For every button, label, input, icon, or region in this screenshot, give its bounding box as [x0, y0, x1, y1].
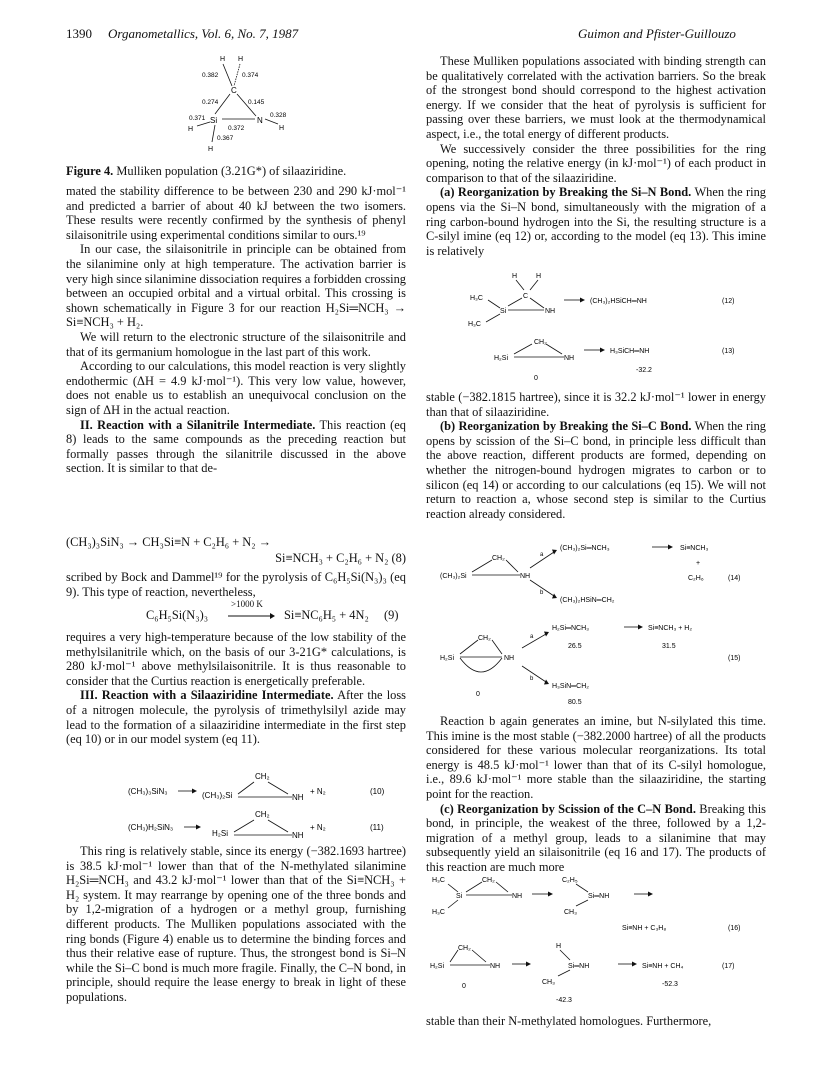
svg-text:NH: NH — [292, 793, 304, 802]
svg-text:N: N — [257, 116, 263, 125]
svg-text:80.5: 80.5 — [568, 699, 582, 706]
svg-text:H₂Si: H₂Si — [430, 963, 444, 970]
svg-text:NH: NH — [504, 655, 515, 662]
svg-text:NH: NH — [512, 893, 523, 900]
section-3: III. Reaction with a Silaaziridine Intermediate. After the loss of a nitrogen molecule, the pyrolysis of trimethylsilyl azide may lead to the formation of a silaaziridine intermediate in the first step (eq 10) or in our model system (eq 11). — [66, 688, 407, 747]
pop-value-3: 0.274 — [202, 99, 219, 106]
paragraph: Reaction b again generates an imine, but N-silylated this time. This imine is the most stable (−382.2000 hartree) of all the products considered for these various molecular reorganizations. Its total energy is 48.5 kJ·mol⁻¹ lower than that of its C-silyl homologue, i.e., 89.6 kJ·mol⁻¹ more stable than the silaaziridine, the starting point for the reaction. — [426, 714, 766, 801]
svg-text:31.5: 31.5 — [662, 643, 676, 650]
svg-text:Si: Si — [500, 308, 507, 315]
paragraph: requires a very high-temperature because of the low stability of the methylsilanitrile which, on the basis of our 3-21G* calculations, is 280 kJ·mol⁻¹ above methylsilaisonitrile. It is thus reasonable to consider that the Curtius reaction is energetically preferable. — [66, 630, 406, 688]
paragraph: stable than their N-methylated homologues. Furthermore, — [426, 1014, 712, 1028]
svg-text:H₂Si: H₂Si — [494, 355, 508, 362]
svg-text:H₃C: H₃C — [470, 295, 483, 302]
svg-text:NH: NH — [545, 308, 556, 315]
svg-text:H₂Si═NCH₃: H₂Si═NCH₃ — [552, 625, 589, 632]
pop-value-5: 0.371 — [189, 115, 206, 122]
pop-value-6: 0.372 — [228, 125, 245, 132]
pop-value-7: 0.328 — [270, 112, 287, 119]
svg-text:H₃C: H₃C — [432, 909, 445, 916]
svg-text:CH₃: CH₃ — [564, 909, 577, 916]
svg-text:-42.3: -42.3 — [556, 997, 572, 1004]
svg-text:26.5: 26.5 — [568, 643, 582, 650]
right-column-text-c — [426, 714, 766, 875]
paragraph: These Mulliken populations associated with binding strength can be qualitatively correlated with the activation barriers. So the break of the strongest bond should correspond to the highest activation energy. If we consider that the heat of pyrolysis is sufficient for passing over these barriers, we must look at the thermodynamical aspect, i.e., the total energy of different products. — [426, 54, 766, 141]
svg-text:NH: NH — [520, 573, 531, 580]
right-column-text-b — [426, 390, 766, 521]
figure4-caption: Figure 4. Mulliken population (3.21G*) of silaaziridine. — [66, 164, 347, 178]
svg-text:H: H — [536, 273, 542, 280]
svg-text:CH₂: CH₂ — [255, 810, 270, 819]
section-heading: II. Reaction with a Silanitrile Intermediate. — [80, 417, 316, 432]
section-a: (a) Reorganization by Breaking the Si–N Bond. When the ring opens via the Si–N bond, simultaneously with the migration of a ring carbon-bound hydrogen into the Si, the resulting structure is a C-silyl imine (eq 12) or, according to the model (eq 13). This imine is relatively — [426, 185, 766, 258]
section-heading: (c) Reorganization by Scission of the C–N Bond. — [440, 801, 696, 816]
equation-15 — [426, 616, 766, 708]
svg-text:+: + — [696, 560, 701, 567]
svg-text:H₃C: H₃C — [432, 877, 445, 884]
svg-text:0: 0 — [534, 375, 538, 382]
svg-text:H: H — [220, 56, 226, 63]
svg-text:Si≡NCH₃: Si≡NCH₃ — [680, 545, 709, 552]
pop-value-1: 0.382 — [202, 72, 219, 79]
svg-text:(14): (14) — [728, 575, 741, 582]
svg-text:NH: NH — [564, 355, 575, 362]
svg-text:C₂H₅: C₂H₅ — [562, 877, 578, 884]
section-heading: III. Reaction with a Silaaziridine Intermediate. — [80, 688, 334, 703]
svg-text:Si≡NH + C₃H₈: Si≡NH + C₃H₈ — [622, 925, 667, 932]
svg-text:(CH₃)₂Si: (CH₃)₂Si — [202, 791, 233, 800]
right-column-text-a — [426, 54, 766, 258]
pop-value-8: 0.367 — [217, 135, 234, 142]
svg-text:(11): (11) — [370, 823, 384, 832]
svg-text:-32.2: -32.2 — [636, 367, 652, 374]
paragraph: According to our calculations, this model reaction is very slightly endothermic (ΔH = 4.9 kJ·mol⁻¹). This very low value, however, does not enable us to establish an unequivocal conclusion on the sign of ΔH in the actual reaction. — [66, 359, 406, 417]
svg-text:Si: Si — [456, 893, 463, 900]
svg-text:H: H — [188, 126, 194, 133]
svg-text:b: b — [530, 676, 534, 682]
svg-text:Si≡NCH₃ + H₂: Si≡NCH₃ + H₂ — [648, 625, 693, 632]
pop-value-4: 0.145 — [248, 99, 265, 106]
svg-text:H₃C: H₃C — [468, 321, 481, 328]
equation-14 — [426, 534, 766, 608]
svg-text:CH₂: CH₂ — [255, 772, 270, 781]
svg-text:H₂Si: H₂Si — [212, 829, 228, 838]
equation-13 — [426, 334, 766, 386]
equation-8: (CH₃)₃SiN₃ → CH₃Si≡N + C₂H₆ + N₂ → Si≡NCH₃ + C₂H₆ + N₂ (8) — [66, 535, 406, 565]
section-c: (c) Reorganization by Scission of the C–N Bond. Breaking this bond, in principle, the weakest of the three, followed by a 1,2-migration of a methyl group, leads to a silanimine that may subsequently yield an silaisonitrile (eq 16 and 17). The products of this reaction are much more — [426, 801, 766, 874]
svg-text:H₂Si: H₂Si — [440, 655, 454, 662]
left-column-text-c — [66, 630, 406, 747]
figure4-structure — [160, 52, 310, 162]
svg-text:H₃SiN═CH₂: H₃SiN═CH₂ — [552, 683, 589, 690]
svg-text:CH₂: CH₂ — [534, 339, 547, 346]
section-b: (b) Reorganization by Breaking the Si–C Bond. When the ring opens by scission of the Si–C bond, in principle less difficult than the above reaction, different products are formed, depending on whether the nitrogen-bound hydrogen migrates to carbon or to silicon (eq 14) or according to our calculations (eq 15). We will not return to reaction a, whose second step is similar to the Curtius reaction already considered. — [426, 419, 766, 521]
svg-text:Si═NH: Si═NH — [588, 893, 610, 900]
paragraph: mated the stability difference to be between 230 and 290 kJ·mol⁻¹ and predicted a barrier of about 40 kJ between the two isomers. These results were recently confirmed by the synthesis of phenyl silaisonitrile using experimental conditions similar to ours.¹⁹ — [66, 184, 406, 242]
svg-text:(16): (16) — [728, 925, 741, 932]
svg-text:(CH₃)H₂SiN₃: (CH₃)H₂SiN₃ — [128, 823, 174, 832]
svg-text:H: H — [556, 943, 562, 950]
svg-text:(15): (15) — [728, 655, 741, 662]
pop-value-2: 0.374 — [242, 72, 259, 79]
left-column-text-b — [66, 570, 406, 599]
right-column-text-d — [426, 1014, 766, 1029]
paragraph: scribed by Bock and Dammel¹⁹ for the pyrolysis of C₆H₅Si(N₃)₃ (eq 9). This type of reaction, nevertheless, — [66, 570, 406, 599]
svg-text:CH₂: CH₂ — [482, 877, 495, 884]
section-heading: (b) Reorganization by Breaking the Si–C Bond. — [440, 419, 692, 434]
svg-text:(CH₃)₂HSiN═CH₂: (CH₃)₂HSiN═CH₂ — [560, 597, 615, 604]
left-column-text-a — [66, 184, 406, 476]
svg-text:H: H — [208, 146, 214, 153]
svg-text:0: 0 — [476, 691, 480, 698]
left-column-text-d — [66, 844, 406, 1005]
svg-text:(CH₃)₂HSiCH═NH: (CH₃)₂HSiCH═NH — [590, 298, 647, 305]
paragraph: This ring is relatively stable, since its energy (−382.1693 hartree) is 38.5 kJ·mol⁻¹ lower than that of the N-methylated silanimine H₂Si═NCH₃ and 43.2 kJ·mol⁻¹ lower than that of the Si≡NCH₃ + H₂ system. It may rearrange by opening one of the three bonds and by 1,2-migration of a hydrogen or a methyl group, furnishing different products. The Mulliken populations associated with the ring bonds (Figure 4) enable us to determine the binding forces and thus their relative ease of rupture. Thus, the strongest bond is Si–N while the Si–C bond is much more fragile. Finally, the C–N bond, in principle, should require the lease energy to break in light of these populations. — [66, 844, 406, 1004]
svg-text:Si≡NH + CH₄: Si≡NH + CH₄ — [642, 963, 684, 970]
svg-text:H₃SiCH═NH: H₃SiCH═NH — [610, 348, 650, 355]
page-number: 1390 — [66, 26, 92, 41]
paragraph: stable (−382.1815 hartree), since it is 32.2 kJ·mol⁻¹ lower in energy than that of silaaziridine. — [426, 390, 766, 419]
authors-header: Guimon and Pfister-Guillouzo — [578, 26, 736, 41]
equation-17 — [426, 936, 766, 1010]
svg-text:Si═NH: Si═NH — [568, 963, 590, 970]
svg-text:H: H — [279, 125, 285, 132]
svg-text:(12): (12) — [722, 298, 735, 305]
svg-text:+ N₂: + N₂ — [310, 787, 326, 796]
svg-text:C: C — [523, 293, 529, 300]
svg-text:(10): (10) — [370, 787, 385, 796]
svg-text:NH: NH — [490, 963, 501, 970]
svg-text:(17): (17) — [722, 963, 735, 970]
svg-text:(13): (13) — [722, 348, 735, 355]
svg-text:CH₂: CH₂ — [458, 945, 471, 952]
equation-10 — [120, 770, 410, 806]
section-heading: (a) Reorganization by Breaking the Si–N Bond. — [440, 185, 692, 200]
svg-text:H: H — [238, 56, 244, 63]
svg-text:CH₃: CH₃ — [542, 979, 555, 986]
svg-text:(CH₃)₃SiN₃: (CH₃)₃SiN₃ — [128, 787, 168, 796]
section-2: II. Reaction with a Silanitrile Intermediate. This reaction (eq 8) leads to the same compounds as the preceding reaction but formally passes through the silanitrile discussed in the above section. It is similar to that de- — [66, 417, 406, 476]
svg-text:+ N₂: + N₂ — [310, 823, 326, 832]
equation-16 — [426, 868, 766, 934]
svg-text:CH₂: CH₂ — [492, 555, 505, 562]
svg-text:C: C — [231, 86, 237, 95]
svg-text:(CH₃)₂Si═NCH₃: (CH₃)₂Si═NCH₃ — [560, 545, 610, 552]
svg-text:a: a — [530, 634, 534, 640]
svg-text:0: 0 — [462, 983, 466, 990]
paragraph: We successively consider the three possibilities for the ring opening, noting the relative energy (in kJ·mol⁻¹) of each product in comparison to that of the silaaziridine. — [426, 141, 766, 185]
paragraph: In our case, the silaisonitrile in principle can be obtained from the silanimine only at high temperature. The activation barrier is very high since silanimine dissociation requires a forbidden crossing between an occupied orbital and a virtual orbital. This crossing is shown schematically in Figure 3 for our reaction H₂Si═NCH₃ → Si≡NCH₃ + H₂. — [66, 242, 406, 330]
svg-text:H: H — [512, 273, 518, 280]
equation-9: C₆H₅Si(N₃)₃ >1000 K Si≡NC₆H₅ + 4N₂ (9) — [146, 599, 399, 622]
svg-text:a: a — [540, 552, 544, 558]
svg-text:Si: Si — [210, 116, 218, 125]
svg-text:b: b — [540, 590, 544, 596]
svg-text:CH₂: CH₂ — [478, 635, 491, 642]
journal-citation: Organometallics, Vol. 6, No. 7, 1987 — [108, 26, 299, 41]
paragraph: We will return to the electronic structure of the silaisonitrile and that of its germanium homologue in the last part of this work. — [66, 329, 406, 359]
equation-11 — [120, 808, 410, 844]
svg-text:-52.3: -52.3 — [662, 981, 678, 988]
svg-text:(CH₃)₂Si: (CH₃)₂Si — [440, 573, 467, 580]
svg-text:C₂H₆: C₂H₆ — [688, 575, 704, 582]
equation-12 — [426, 268, 766, 332]
svg-text:NH: NH — [292, 831, 304, 840]
